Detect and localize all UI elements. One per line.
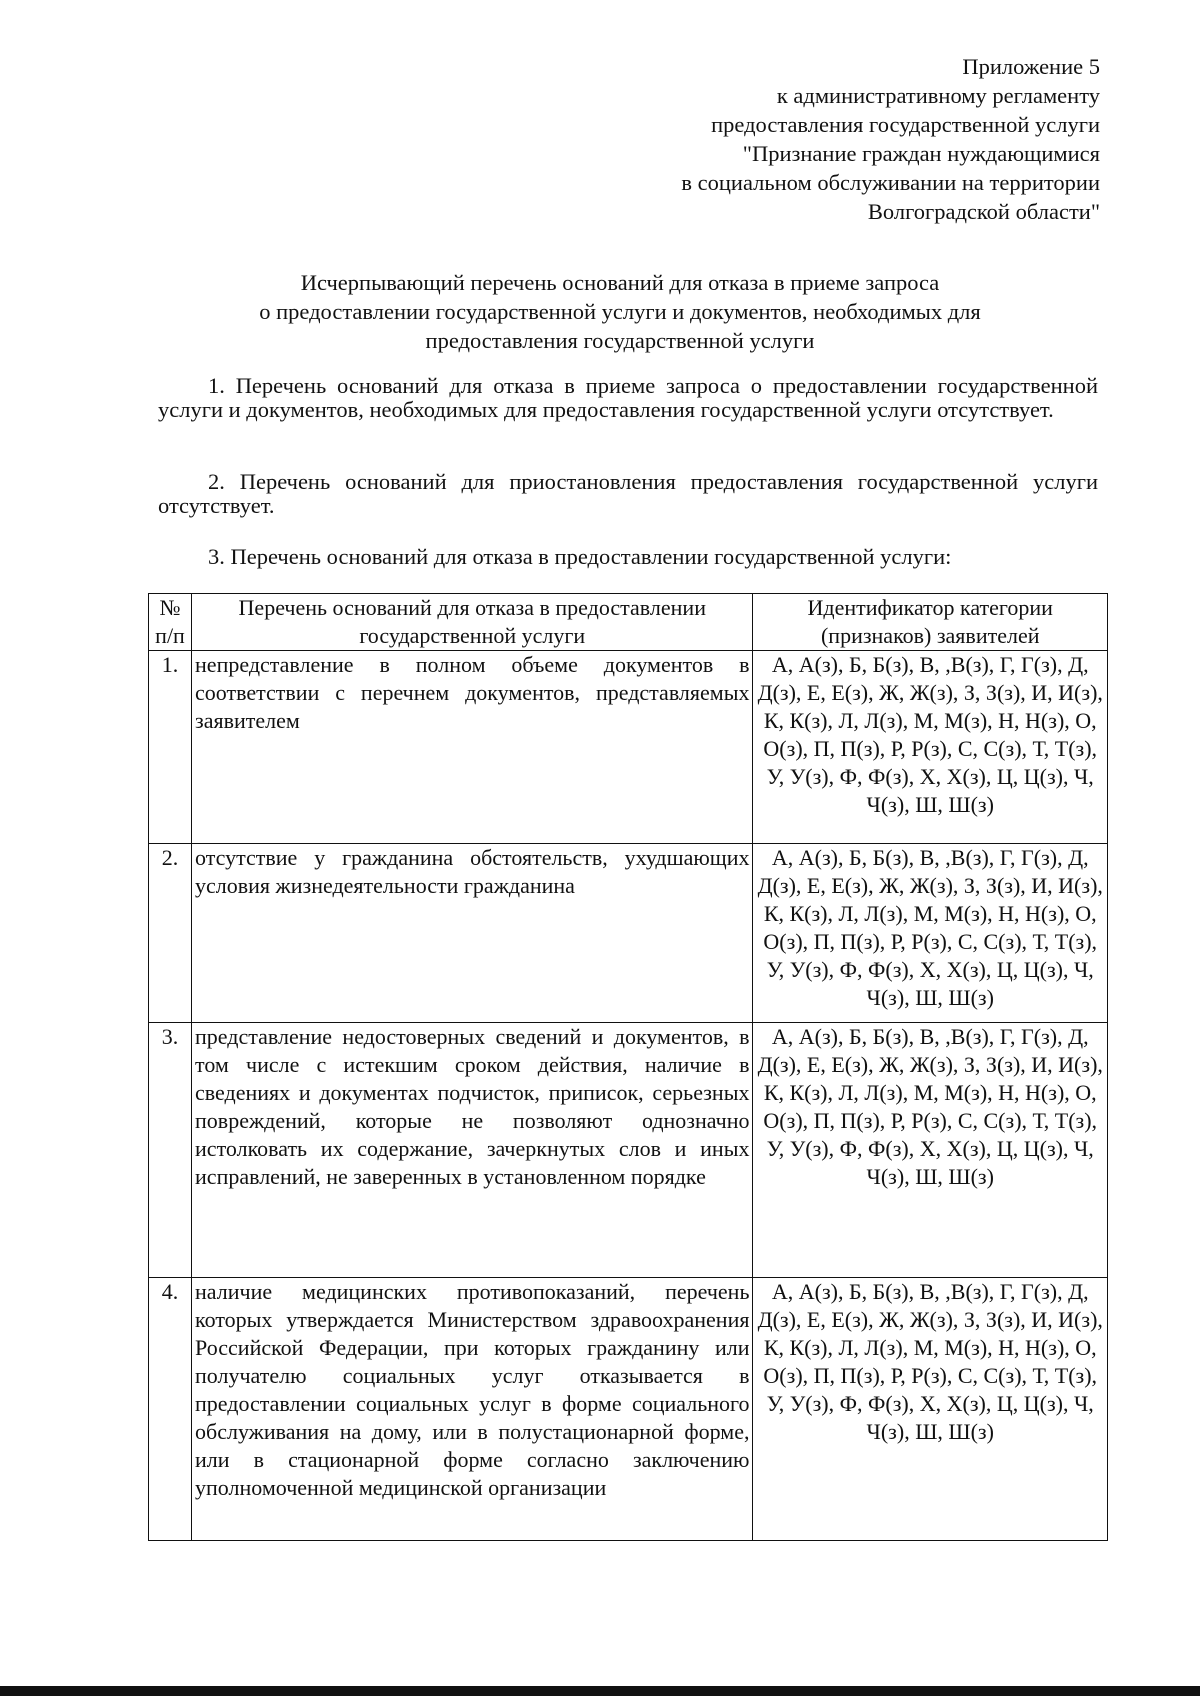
document-title xyxy=(150,268,1090,355)
row-categories: А, А(з), Б, Б(з), В, ,В(з), Г, Г(з), Д, Д(з), Е, Е(з), Ж, Ж(з), З, З(з), И, И(з), К, К(з), Л, Л(з), М, М(з), Н, Н(з), О, О(з), П, П(з), Р, Р(з), С, С(з), Т, Т(з), У, У(з), Ф, Ф(з), Х, Х(з), Ц, Ц(з), Ч, Ч(з), Ш, Ш(з) xyxy=(753,1023,1108,1278)
table-row xyxy=(149,844,1108,1023)
row-reason: наличие медицинских противопоказаний, перечень которых утверждается Министерством здравоохранения Российской Федерации, при которых гражданину или получателю социальных услуг отказывается в предоставлении социальных услуг в форме социального обслуживания на дому, или в полустационарной форме, или в стационарной форме согласно заключению уполномоченной медицинской организации xyxy=(192,1278,753,1541)
table-row xyxy=(149,1023,1108,1278)
appendix-line: предоставления государственной услуги xyxy=(711,112,1100,137)
header-category: Идентификатор категории (признаков) заявителей xyxy=(753,594,1108,651)
row-reason: представление недостоверных сведений и документов, в том числе с истекшим сроком действия, наличие в сведениях и документах подчисток, приписок, серьезных повреждений, которые не позволяют однозначно истолковать их содержание, зачеркнутых слов и иных исправлений, не заверенных в установленном порядке xyxy=(192,1023,753,1278)
paragraph-2 xyxy=(158,470,1098,518)
title-line: предоставления государственной услуги xyxy=(425,328,815,353)
appendix-line: Волгоградской области" xyxy=(867,199,1100,224)
row-number: 3. xyxy=(149,1023,192,1278)
paragraph-2-text: 2. Перечень оснований для приостановления предоставления государственной услуги отсутствует. xyxy=(158,469,1098,518)
paragraph-3 xyxy=(158,545,1098,569)
paragraph-1 xyxy=(158,374,1098,422)
row-number: 1. xyxy=(149,651,192,844)
appendix-header xyxy=(540,52,1100,226)
row-categories: А, А(з), Б, Б(з), В, ,В(з), Г, Г(з), Д, Д(з), Е, Е(з), Ж, Ж(з), З, З(з), И, И(з), К, К(з), Л, Л(з), М, М(з), Н, Н(з), О, О(з), П, П(з), Р, Р(з), С, С(з), Т, Т(з), У, У(з), Ф, Ф(з), Х, Х(з), Ц, Ц(з), Ч, Ч(з), Ш, Ш(з) xyxy=(753,844,1108,1023)
row-reason: отсутствие у гражданина обстоятельств, ухудшающих условия жизнедеятельности гражданина xyxy=(192,844,753,1023)
table-row xyxy=(149,1278,1108,1541)
row-categories: А, А(з), Б, Б(з), В, ,В(з), Г, Г(з), Д, Д(з), Е, Е(з), Ж, Ж(з), З, З(з), И, И(з), К, К(з), Л, Л(з), М, М(з), Н, Н(з), О, О(з), П, П(з), Р, Р(з), С, С(з), Т, Т(з), У, У(з), Ф, Ф(з), Х, Х(з), Ц, Ц(з), Ч, Ч(з), Ш, Ш(з) xyxy=(753,1278,1108,1541)
grounds-table xyxy=(148,593,1108,1541)
table-row xyxy=(149,651,1108,844)
table-header-row xyxy=(149,594,1108,651)
scan-bottom-edge xyxy=(0,1686,1200,1696)
appendix-line: в социальном обслуживании на территории xyxy=(681,170,1100,195)
title-line: Исчерпывающий перечень оснований для отказа в приеме запроса xyxy=(300,270,940,295)
row-number: 4. xyxy=(149,1278,192,1541)
header-reason: Перечень оснований для отказа в предоставлении государственной услуги xyxy=(192,594,753,651)
appendix-line: к административному регламенту xyxy=(776,83,1100,108)
row-number: 2. xyxy=(149,844,192,1023)
appendix-line: Приложение 5 xyxy=(962,54,1100,79)
paragraph-1-text: 1. Перечень оснований для отказа в приеме запроса о предоставлении государственной услуги и документов, необходимых для предоставления государственной услуги отсутствует. xyxy=(158,373,1098,422)
appendix-line: "Признание граждан нуждающимися xyxy=(742,141,1100,166)
header-num: № п/п xyxy=(149,594,192,651)
row-categories: А, А(з), Б, Б(з), В, ,В(з), Г, Г(з), Д, Д(з), Е, Е(з), Ж, Ж(з), З, З(з), И, И(з), К, К(з), Л, Л(з), М, М(з), Н, Н(з), О, О(з), П, П(з), Р, Р(з), С, С(з), Т, Т(з), У, У(з), Ф, Ф(з), Х, Х(з), Ц, Ц(з), Ч, Ч(з), Ш, Ш(з) xyxy=(753,651,1108,844)
title-line: о предоставлении государственной услуги и документов, необходимых для xyxy=(259,299,981,324)
paragraph-3-text: 3. Перечень оснований для отказа в предоставлении государственной услуги: xyxy=(208,544,952,569)
row-reason: непредставление в полном объеме документов в соответствии с перечнем документов, представляемых заявителем xyxy=(192,651,753,844)
